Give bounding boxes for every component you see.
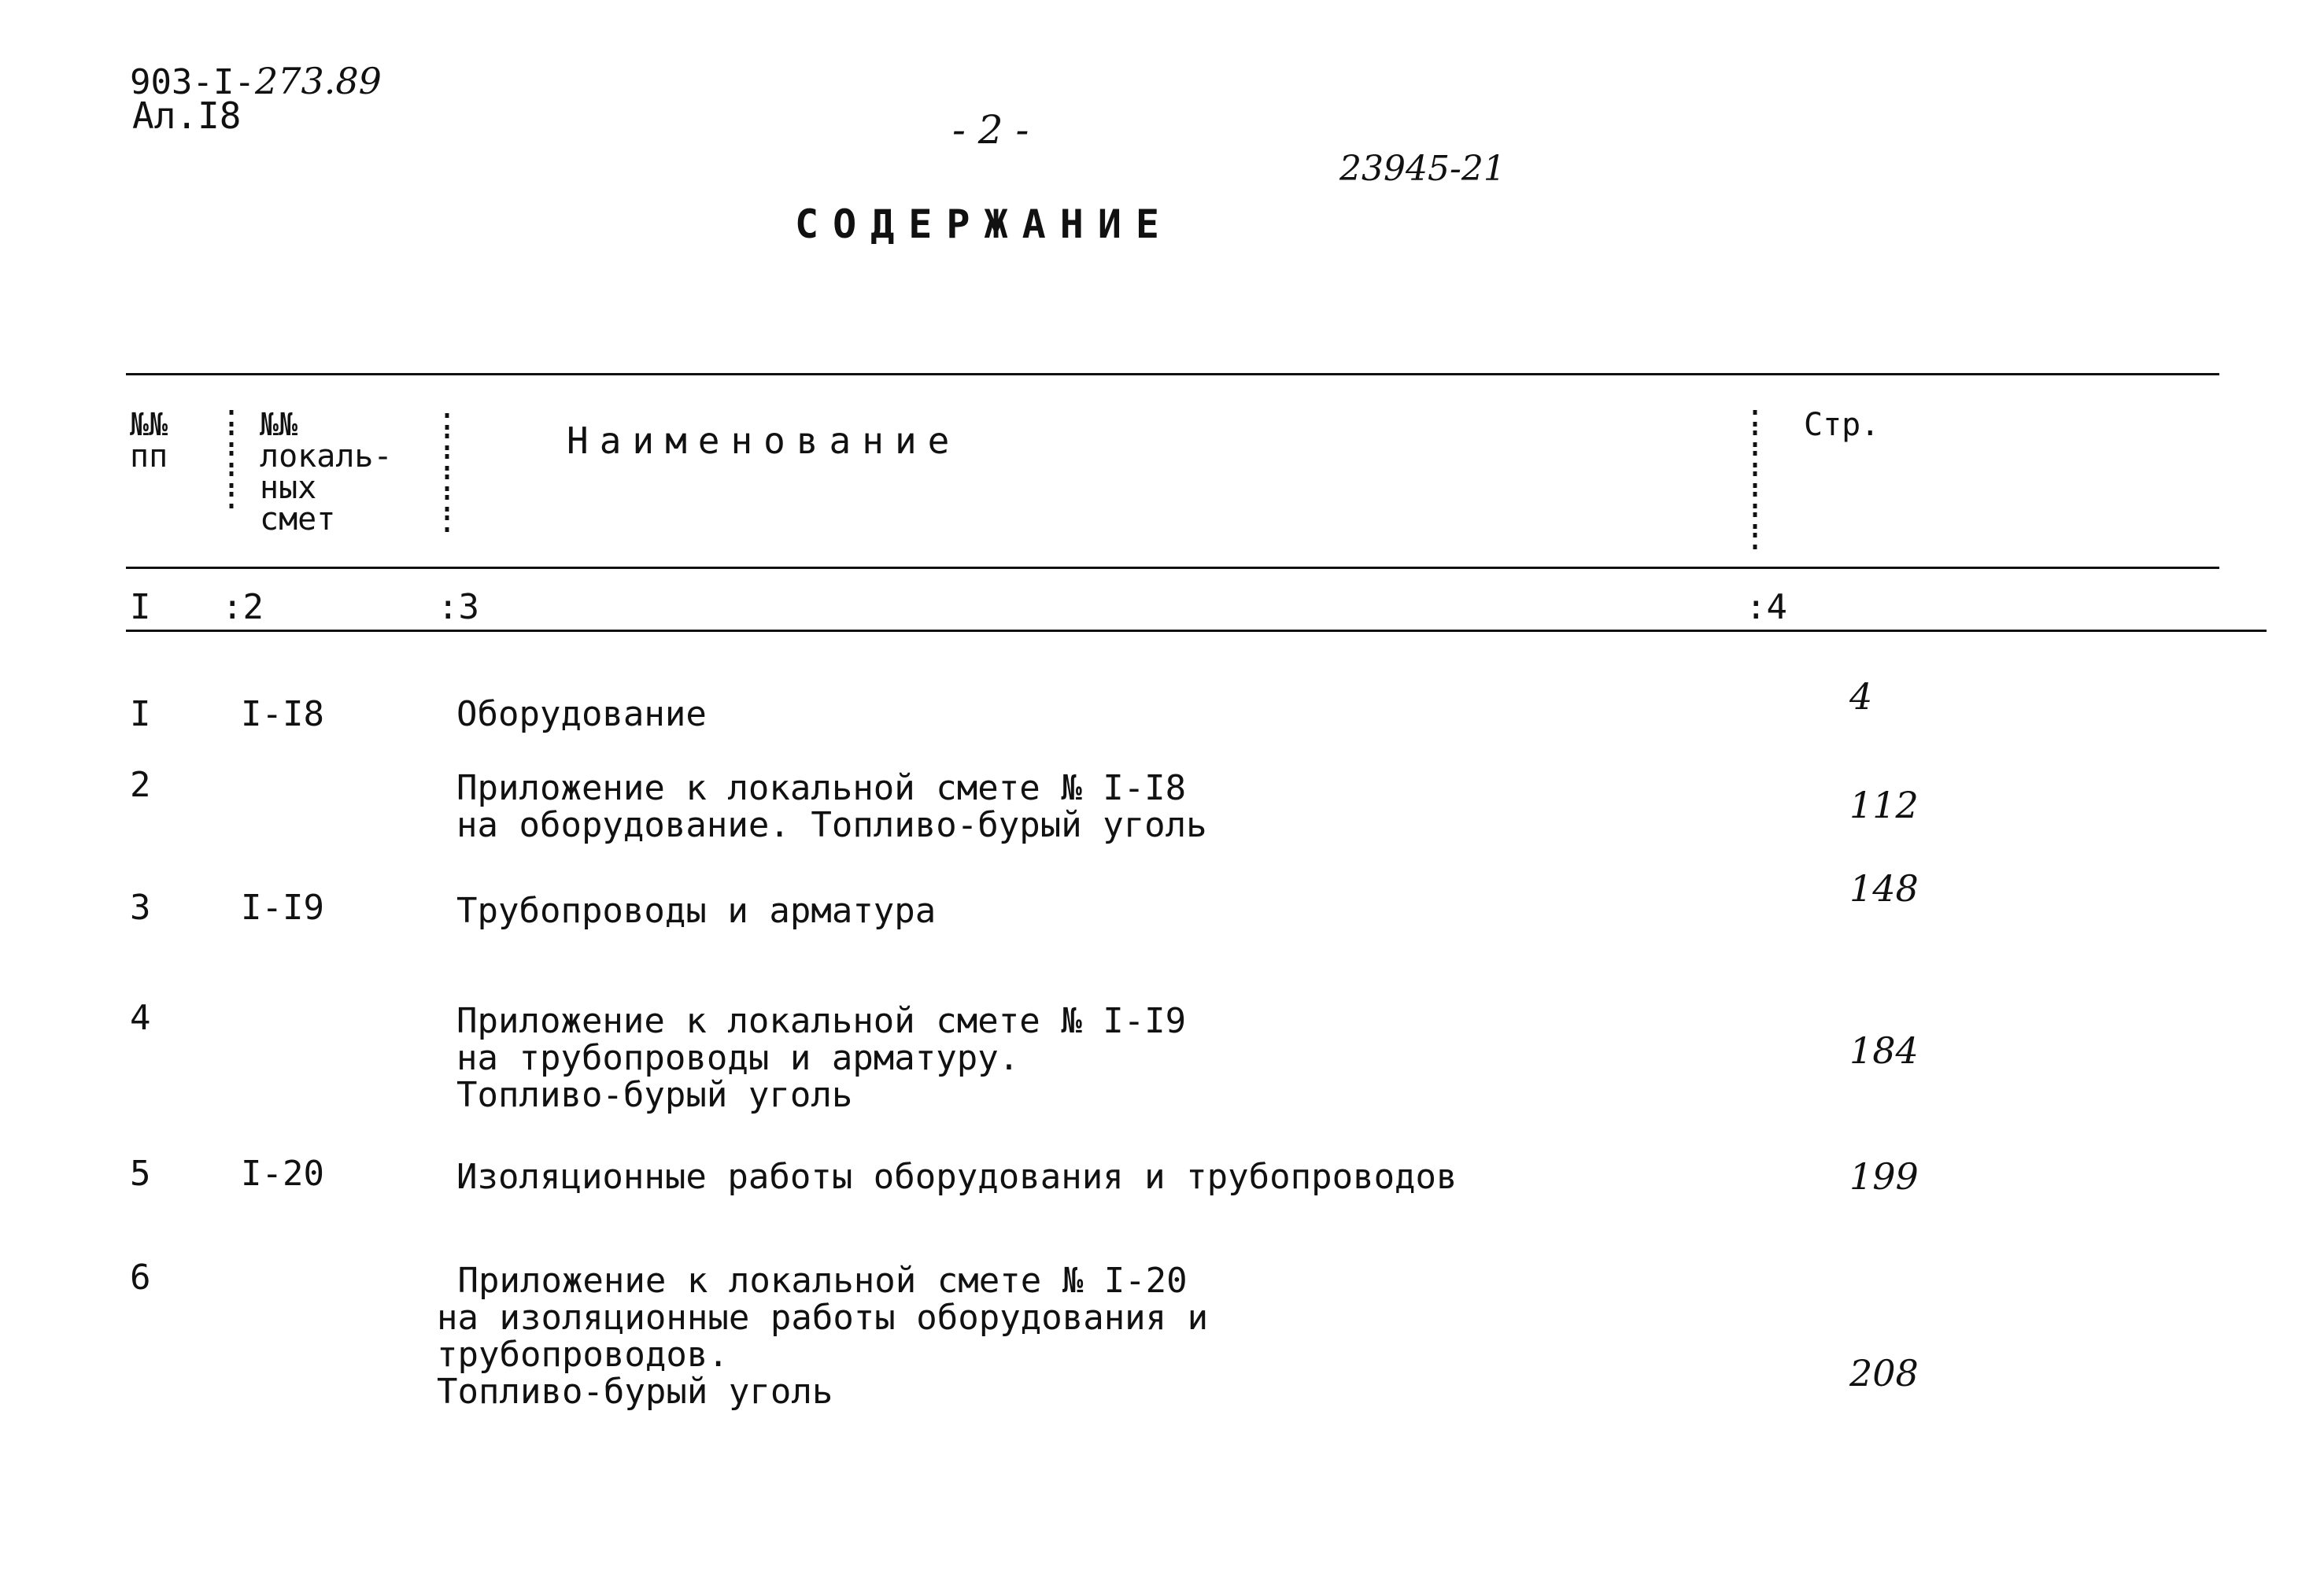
table-row-page: 4 [1849,675,1873,718]
table-row-code: I-I8 [241,694,324,734]
table-row-number: 6 [130,1258,151,1298]
column-number-3: :3 [438,587,479,627]
table-row-name: Изоляционные работы оборудования и трубопроводов [456,1157,1458,1197]
header-separator: : : : : : [222,398,242,516]
column-number-1: I [130,587,151,627]
table-top-rule [126,373,2219,375]
registration-number: 23945-21 [1339,149,1506,189]
table-row-page: 148 [1849,867,1919,910]
header-separator: : : : : : : [438,401,457,540]
table-row-number: 5 [130,1154,151,1194]
column-numbers-rule [126,630,2267,632]
column-number-2: :2 [222,587,264,627]
header-page: Стр. [1804,407,1880,443]
table-row-name: Приложение к локальной смете № I-20 на изоляционные работы оборудования и трубопроводов. Топливо-бурый уголь [437,1261,1209,1412]
table-row-name: Приложение к локальной смете № I-I9 на трубопроводы и арматуру. Топливо-бурый уголь [456,1001,1187,1115]
table-row-page: 208 [1849,1352,1919,1394]
header-bottom-rule [126,567,2219,569]
table-row-code: I-I9 [241,888,324,928]
sheet-label: Ал.I8 [132,94,242,137]
table-row-number: 3 [130,888,151,928]
table-row-number: I [130,694,151,734]
table-row-number: 2 [130,765,151,805]
page-title: СОДЕРЖАНИЕ [795,201,1174,247]
table-row-name: Трубопроводы и арматура [456,891,937,931]
header-separator: : : : : : : : [1746,398,1765,557]
table-row-page: 112 [1849,784,1919,826]
table-row-name: Оборудование [456,694,707,734]
table-row-page: 199 [1849,1155,1919,1198]
document-code-number: 273.89 [254,60,382,102]
document-code-prefix: 903-I- [130,62,255,102]
header-row-number: №№ пп [130,407,168,475]
page-number: - 2 - [952,107,1029,153]
table-row-page: 184 [1849,1029,1919,1072]
column-number-4: :4 [1746,587,1787,627]
table-row-number: 4 [130,998,151,1038]
header-name: Наименование [567,419,961,462]
table-row-code: I-20 [241,1154,324,1194]
table-row-name: Приложение к локальной смете № I-I8 на оборудование. Топливо-бурый уголь [456,768,1207,845]
header-estimate-number: №№ локаль- ных смет [260,407,393,537]
